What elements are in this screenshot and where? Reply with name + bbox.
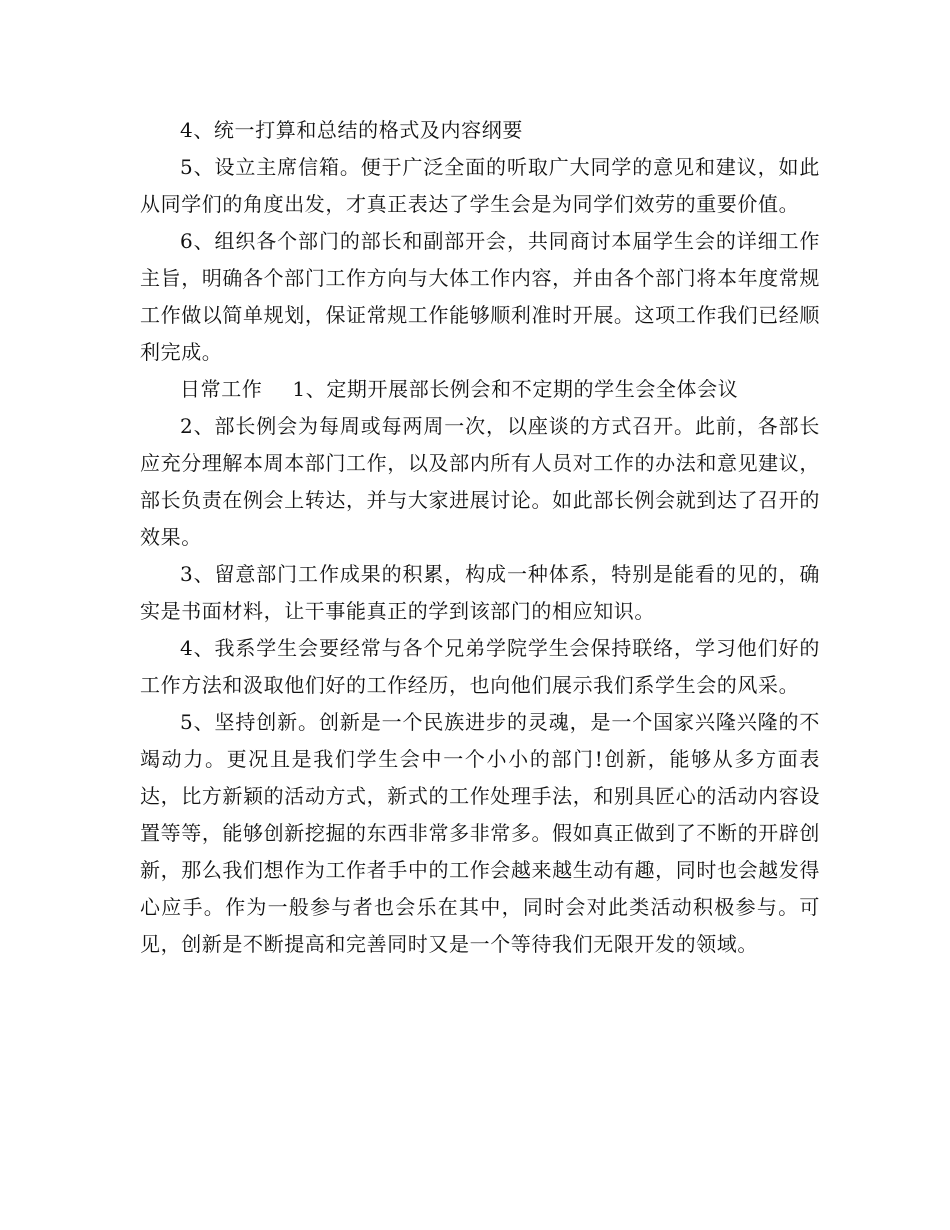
- paragraph-7: 5、坚持创新。创新是一个民族进步的灵魂，是一个国家兴隆兴隆的不竭动力。更况且是我们学生会中一个小小的部门!创新，能够从多方面表达，比方新颖的活动方式，新式的工作处理手法，和别具匠心的活动内容设置等等，能够创新挖掘的东西非常多非常多。假如真正做到了不断的开辟创新，那么我们想作为工作者手中的工作会越来越生动有趣，同时也会越发得心应手。作为一般参与者也会乐在其中，同时会对此类活动积极参与。可见，创新是不断提高和完善同时又是一个等待我们无限开发的领域。: [140, 710, 820, 956]
- paragraph-2: 5、设立主席信箱。便于广泛全面的听取广大同学的意见和建议，如此从同学们的角度出发，才真正表达了学生会是为同学们效劳的重要价值。: [140, 155, 820, 216]
- paragraph-1: 4、统一打算和总结的格式及内容纲要: [180, 118, 523, 142]
- paragraph-3: 6、组织各个部门的部长和副部开会，共同商讨本届学生会的详细工作主旨，明确各个部门工作方向与大体工作内容，并由各个部门将本年度常规工作做以简单规划，保证常规工作能够顺利准时开展。这项工作我们已经顺利完成。: [140, 229, 820, 364]
- paragraph-5: 3、留意部门工作成果的积累，构成一种体系，特别是能看的见的，确实是书面材料，让干事能真正的学到该部门的相应知识。: [140, 562, 820, 623]
- document-body: [140, 112, 820, 963]
- daily-work-heading: 日常工作: [180, 377, 263, 401]
- paragraph-6: 4、我系学生会要经常与各个兄弟学院学生会保持联络，学习他们好的工作方法和汲取他们好的工作经历，也向他们展示我们系学生会的风采。: [140, 636, 820, 697]
- daily-work-line: [140, 371, 820, 408]
- daily-work-item-1: 1、定期开展部长例会和不定期的学生会全体会议: [292, 377, 739, 401]
- paragraph-4: 2、部长例会为每周或每两周一次，以座谈的方式召开。此前，各部长应充分理解本周本部门工作，以及部内所有人员对工作的办法和意见建议，部长负责在例会上转达，并与大家进展讨论。如此部长例会就到达了召开的效果。: [140, 414, 820, 549]
